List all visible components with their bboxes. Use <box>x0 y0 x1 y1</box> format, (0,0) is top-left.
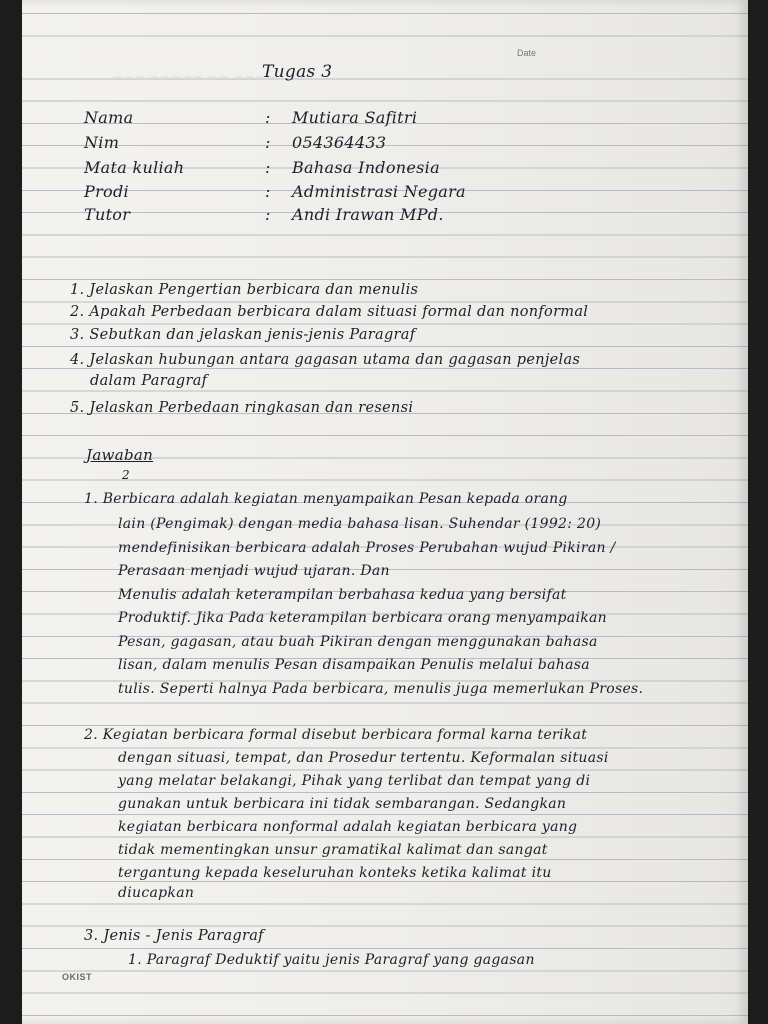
field-label-mata-kuliah: Mata kuliah <box>84 158 185 177</box>
answer-line: Perasaan menjadi wujud ujaran. Dan <box>118 563 390 579</box>
field-value-nama: Mutiara Safitri <box>292 108 418 127</box>
answer-line: tidak mementingkan unsur gramatikal kalimat dan sangat <box>118 842 548 858</box>
answer-line: tergantung kepada keseluruhan konteks ketika kalimat itu <box>118 865 552 881</box>
field-colon: : <box>265 182 271 201</box>
question-1: 1. Jelaskan Pengertian berbicara dan menulis <box>70 282 419 298</box>
field-label-tutor: Tutor <box>84 205 131 224</box>
question-3: 3. Sebutkan dan jelaskan jenis-jenis Paragraf <box>70 327 416 343</box>
field-colon: : <box>265 108 271 127</box>
answer-line: lain (Pengimak) dengan media bahasa lisan. Suhendar (1992: 20) <box>118 516 602 532</box>
field-colon: : <box>265 133 271 152</box>
field-colon: : <box>265 205 271 224</box>
answer-line: Produktif. Jika Pada keterampilan berbicara orang menyampaikan <box>118 610 607 626</box>
field-value-mata-kuliah: Bahasa Indonesia <box>292 158 440 177</box>
question-2: 2. Apakah Perbedaan berbicara dalam situasi formal dan nonformal <box>70 304 589 320</box>
answer-line: Pesan, gagasan, atau buah Pikiran dengan menggunakan bahasa <box>118 634 598 650</box>
date-label: Date <box>517 48 537 58</box>
answer-line: lisan, dalam menulis Pesan disampaikan Penulis melalui bahasa <box>118 657 590 673</box>
page-title: Tugas 3 <box>262 62 333 82</box>
answer-subheading: 2 <box>122 468 130 482</box>
answer-line: tulis. Seperti halnya Pada berbicara, menulis juga memerlukan Proses. <box>118 681 644 697</box>
answer-line: diucapkan <box>118 885 195 901</box>
notebook-page <box>22 0 748 1024</box>
field-colon: : <box>265 158 271 177</box>
field-value-nim: 054364433 <box>292 133 387 152</box>
field-label-nama: Nama <box>84 108 134 127</box>
answer-line: 3. Jenis - Jenis Paragraf <box>84 928 264 944</box>
bleed-through-text: ~~~ ~~~~~ ~~ ~~~~ <box>112 70 277 85</box>
question-4-continued: dalam Paragraf <box>90 373 208 389</box>
field-label-prodi: Prodi <box>84 182 129 201</box>
notebook-brand-logo: OKIST <box>62 972 93 982</box>
answer-line: yang melatar belakangi, Pihak yang terlibat dan tempat yang di <box>118 773 591 789</box>
question-5: 5. Jelaskan Perbedaan ringkasan dan resensi <box>70 400 414 416</box>
field-value-tutor: Andi Irawan MPd. <box>292 205 444 224</box>
field-label-nim: Nim <box>84 133 120 152</box>
question-4: 4. Jelaskan hubungan antara gagasan utama dan gagasan penjelas <box>70 352 581 368</box>
answer-line: 1. Paragraf Deduktif yaitu jenis Paragraf yang gagasan <box>128 952 535 968</box>
answer-line: 1. Berbicara adalah kegiatan menyampaikan Pesan kepada orang <box>84 491 568 507</box>
answer-line: gunakan untuk berbicara ini tidak sembarangan. Sedangkan <box>118 796 567 812</box>
answer-heading: Jawaban <box>86 446 154 464</box>
answer-line: dengan situasi, tempat, dan Prosedur tertentu. Keformalan situasi <box>118 750 609 766</box>
answer-line: kegiatan berbicara nonformal adalah kegiatan berbicara yang <box>118 819 578 835</box>
answer-line: mendefinisikan berbicara adalah Proses Perubahan wujud Pikiran / <box>118 540 616 556</box>
answer-line: 2. Kegiatan berbicara formal disebut berbicara formal karna terikat <box>84 727 588 743</box>
field-value-prodi: Administrasi Negara <box>292 182 466 201</box>
answer-line: Menulis adalah keterampilan berbahasa kedua yang bersifat <box>118 587 567 603</box>
